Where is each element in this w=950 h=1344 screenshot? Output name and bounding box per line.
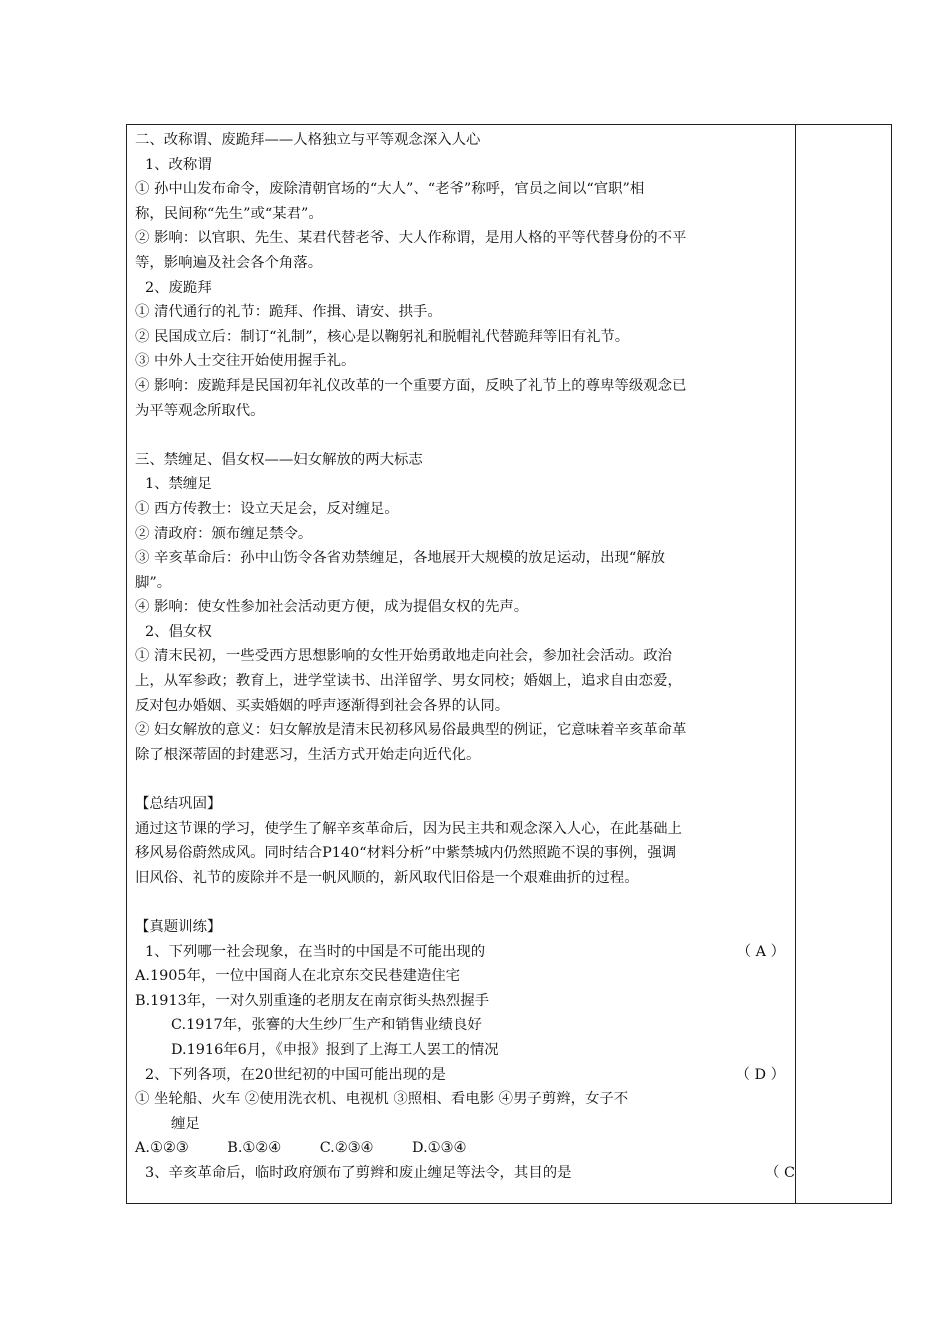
paragraph: ① 孙中山发布命令，废除清朝官场的“大人”、“老爷”称呼，官员之间以“官职”相: [135, 181, 645, 198]
paragraph: ① 西方传教士：设立天足会，反对缠足。: [135, 500, 399, 517]
question-2: [135, 1063, 791, 1088]
question-items: 缠足: [171, 1115, 200, 1132]
option-a: A.①②③: [135, 1140, 189, 1157]
option-c: C.②③④: [319, 1140, 374, 1157]
paragraph: ② 民国成立后：制订“礼制”，核心是以鞠躬礼和脱帽礼代替跪拜等旧有礼节。: [135, 328, 630, 345]
paragraph: ① 清代通行的礼节：跪拜、作揖、请安、拱手。: [135, 304, 442, 321]
summary-title: 【总结巩固】: [135, 796, 222, 813]
section-2-title: 二、改称谓、废跪拜——人格独立与平等观念深入人心: [135, 132, 481, 148]
question-items: ① 坐轮船、火车 ②使用洗衣机、电视机 ③照相、看电影 ④男子剪辫，女子不: [135, 1091, 629, 1108]
paragraph: 移风易俗蔚然成风。同时结合P140“材料分析”中紫禁城内仍然照跪不误的事例，强调: [135, 845, 677, 862]
paragraph: 为平等观念所取代。: [135, 402, 265, 419]
exercise-title: 【真题训练】: [135, 919, 222, 935]
option: B.1913年，一对久别重逢的老朋友在南京街头热烈握手: [135, 992, 489, 1009]
paragraph: ④ 影响：废跪拜是民国初年礼仪改革的一个重要方面，反映了礼节上的尊卑等级观念已: [135, 377, 687, 394]
question-1: [135, 940, 791, 965]
paragraph: ② 清政府：颁布缠足禁令。: [135, 525, 313, 542]
answer-blank: （ D ）: [735, 1066, 785, 1083]
paragraph: ② 妇女解放的意义：妇女解放是清末民初移风易俗最典型的例证，它意味着辛亥革命革: [135, 722, 687, 739]
option-b: B.①②④: [227, 1140, 282, 1157]
option: C.1917年，张謇的大生纱厂生产和销售业绩良好: [171, 1017, 482, 1034]
paragraph: ③ 中外人士交往开始使用握手礼。: [135, 353, 356, 370]
section-2-sub-1: 1、改称谓: [145, 156, 212, 173]
question-text: 1、下列哪一社会现象，在当时的中国是不可能出现的: [145, 943, 486, 960]
question-text: 3、辛亥革命后，临时政府颁布了剪辫和废止缠足等法令，其目的是: [145, 1164, 572, 1181]
option: A.1905年，一位中国商人在北京东交民巷建造住宅: [135, 968, 461, 985]
question-text: 2、下列各项，在20世纪初的中国可能出现的是: [145, 1066, 446, 1083]
content-table: [126, 124, 892, 1204]
paragraph: ② 影响：以官职、先生、某君代替老爷、大人作称谓，是用人格的平等代替身份的不平: [135, 230, 687, 247]
section-2-sub-2: 2、废跪拜: [145, 279, 212, 296]
section-3-sub-1: 1、禁缠足: [145, 476, 212, 493]
lesson-content: [135, 128, 795, 1186]
question-3: [135, 1161, 795, 1186]
paragraph: 通过这节课的学习，使学生了解辛亥革命后，因为民主共和观念深入人心，在此基础上: [135, 820, 682, 837]
paragraph: 脚”。: [135, 574, 172, 591]
option-d: D.①③④: [412, 1140, 467, 1157]
option: D.1916年6月，《申报》报到了上海工人罢工的情况: [171, 1041, 499, 1058]
paragraph: 等，影响遍及社会各个角落。: [135, 254, 323, 271]
answer-blank: （ A ）: [736, 943, 785, 960]
paragraph: 上，从军参政；教育上，进学堂读书、出洋留学、男女同校；婚姻上，追求自由恋爱，: [135, 673, 682, 690]
paragraph: 称，民间称“先生”或“某君”。: [135, 205, 323, 222]
answer-blank: （ C: [765, 1164, 795, 1181]
paragraph: ③ 辛亥革命后：孙中山饬令各省劝禁缠足，各地展开大规模的放足运动，出现“解放: [135, 550, 665, 567]
paragraph: 除了根深蒂固的封建恶习，生活方式开始走向近代化。: [135, 746, 481, 763]
paragraph: ④ 影响：使女性参加社会活动更方便，成为提倡女权的先声。: [135, 599, 529, 616]
column-divider: [795, 125, 796, 1203]
option-row: [135, 1136, 791, 1161]
section-3-sub-2: 2、倡女权: [145, 623, 212, 640]
section-3-title: 三、禁缠足、倡女权——妇女解放的两大标志: [135, 451, 423, 468]
paragraph: ① 清末民初，一些受西方思想影响的女性开始勇敢地走向社会，参加社会活动。政治: [135, 648, 673, 665]
paragraph: 反对包办婚姻、买卖婚姻的呼声逐渐得到社会各界的认同。: [135, 697, 510, 714]
paragraph: 旧风俗、礼节的废除并不是一帆风顺的，新风取代旧俗是一个艰难曲折的过程。: [135, 869, 639, 886]
